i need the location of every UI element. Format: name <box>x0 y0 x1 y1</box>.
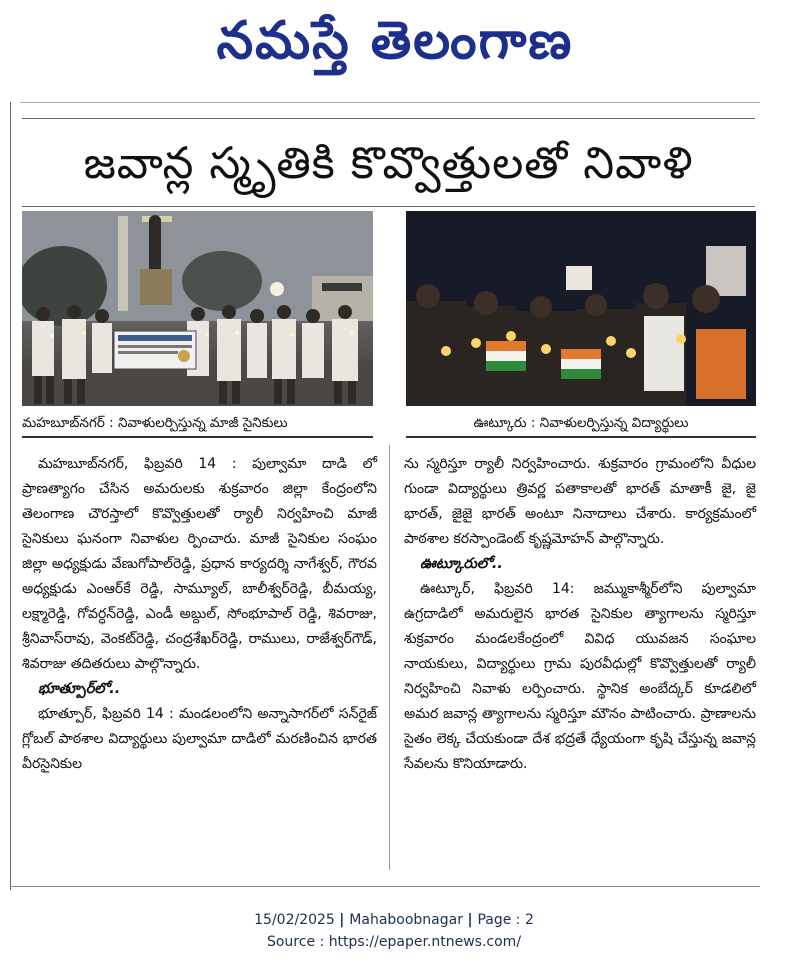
paragraph: మహబూబ్‌నగర్, ఫిబ్రవరి 14 : పుల్వామా దాడి లో ప్రాణత్యాగం చేసిన అమరులకు శుక్రవారం జిల్లా కేంద్రంలోని తెలంగాణ చౌరస్తాలో కొవ్వొత్తులతో ర్యాలీ నిర్వహించి మాజీ సైనికులు ఘనంగా నివాళుల ర్పించారు. మాజీ సైనికుల సంఘం జిల్లా అధ్యక్షుడు వేణుగోపాల్‌రెడ్డి, ప్రధాన కార్యదర్శి నాగేశ్వర్, గౌరవ అధ్యక్షుడు ఎంఆర్‌కే రెడ్డి, సామ్యూల్, బాలీశ్వర్‌రెడ్డి, బీమయ్య, లక్ష్మారెడ్డి, గోవర్ధన్‌రెడ్డి, ఎండీ అబ్దుల్, సోంభూపాల్ రెడ్డి, శివరాజు, శ్రీనివాస్‌రావు, వెంకట్‌రెడ్డి, చంద్రశేఖర్‌రెడ్డి, రాములు, రాజేశ్వర్‌గౌడ్, శివరాజు తదితరులు పాల్గొన్నారు. <box>22 456 377 672</box>
photo-utkoor <box>406 211 756 406</box>
headline-bottom-rule <box>22 206 755 207</box>
footer-page: Page : 2 <box>477 912 534 928</box>
clip-bottom-edge <box>10 886 760 887</box>
subheading: ఊట్కూరులో.. <box>420 556 503 572</box>
article-headline: జవాన్ల స్మృతికి కొవ్వొత్తులతో నివాళి <box>83 138 694 189</box>
footer-source-label: Source : <box>266 934 325 950</box>
subheading: భూత్పూర్‌లో.. <box>38 681 121 697</box>
photo-caption-right: ఊట్కూరు : నివాళులర్పిస్తున్న విద్యార్థులు <box>406 410 756 438</box>
article-column-left <box>22 452 377 777</box>
column-divider <box>389 445 390 870</box>
clip-top-edge <box>20 102 760 103</box>
paragraph: ను స్మరిస్తూ ర్యాలీ నిర్వహించారు. శుక్రవారం గ్రామంలోని వీధుల గుండా విద్యార్థులు త్రివర్ణ పతాకాలతో భారత్ మాతాకీ జై, జై భారత్, జైజై భారత్ అంటూ నినాదాలు చేశారు. కార్యక్రమంలో పాఠశాల కరస్పాండెంట్ కృష్ణమోహన్ పాల్గొన్నారు. <box>404 456 756 547</box>
footer-date: 15/02/2025 <box>254 912 335 928</box>
photo-mahabubnagar <box>22 211 373 406</box>
headline-top-rule <box>22 118 755 119</box>
paragraph: ఊట్కూర్, ఫిబ్రవరి 14: జమ్ముకాశ్మీర్‌లోని పుల్వామా ఉగ్రదాడిలో అమరులైన భారత సైనికుల త్యాగాలను స్మరిస్తూ శుక్రవారం మండలకేంద్రంలో వివిధ యువజన సంఘాల నాయకులు, విద్యార్థులు గ్రామ పురవీధుల్లో కొవ్వొత్తులతో ర్యాలీ నిర్వహించి నివాళు లర్పించారు. స్థానిక అంబేద్కర్ కూడలిలో అమర జవాన్ల త్యాగాలను స్మరిస్తూ మౌనం పాటించారు. ప్రాణాలను సైతం లెక్క చేయకుండా దేశ భద్రతే ధ్యేయంగా కృషి చేస్తున్న జవాన్ల సేవలను కొనియాడారు. <box>404 581 756 772</box>
masthead-logo: నమస్తే తెలంగాణ <box>216 10 574 71</box>
photo-caption-left: మహబూబ్‌నగర్ : నివాళులర్పిస్తున్న మాజీ సైనికులు <box>22 410 373 438</box>
clip-left-edge <box>10 102 11 890</box>
masthead <box>0 0 788 95</box>
footer-edition-line: 15/02/2025 | Mahaboobnagar | Page : 2 <box>254 912 534 928</box>
footer-source-line <box>0 934 788 950</box>
article-column-right <box>404 452 756 777</box>
paragraph: భూత్పూర్, ఫిబ్రవరి 14 : మండలంలోని అన్నాసాగర్‌లో సన్‌రైజ్ గ్లోబల్ పాఠశాల విద్యార్థులు పుల్వామా దాడిలో మరణించిన భారత వీరసైనికుల <box>22 706 377 772</box>
footer-source-link[interactable]: https://epaper.ntnews.com/ <box>328 934 522 950</box>
footer-edition: Mahaboobnagar <box>349 912 463 928</box>
